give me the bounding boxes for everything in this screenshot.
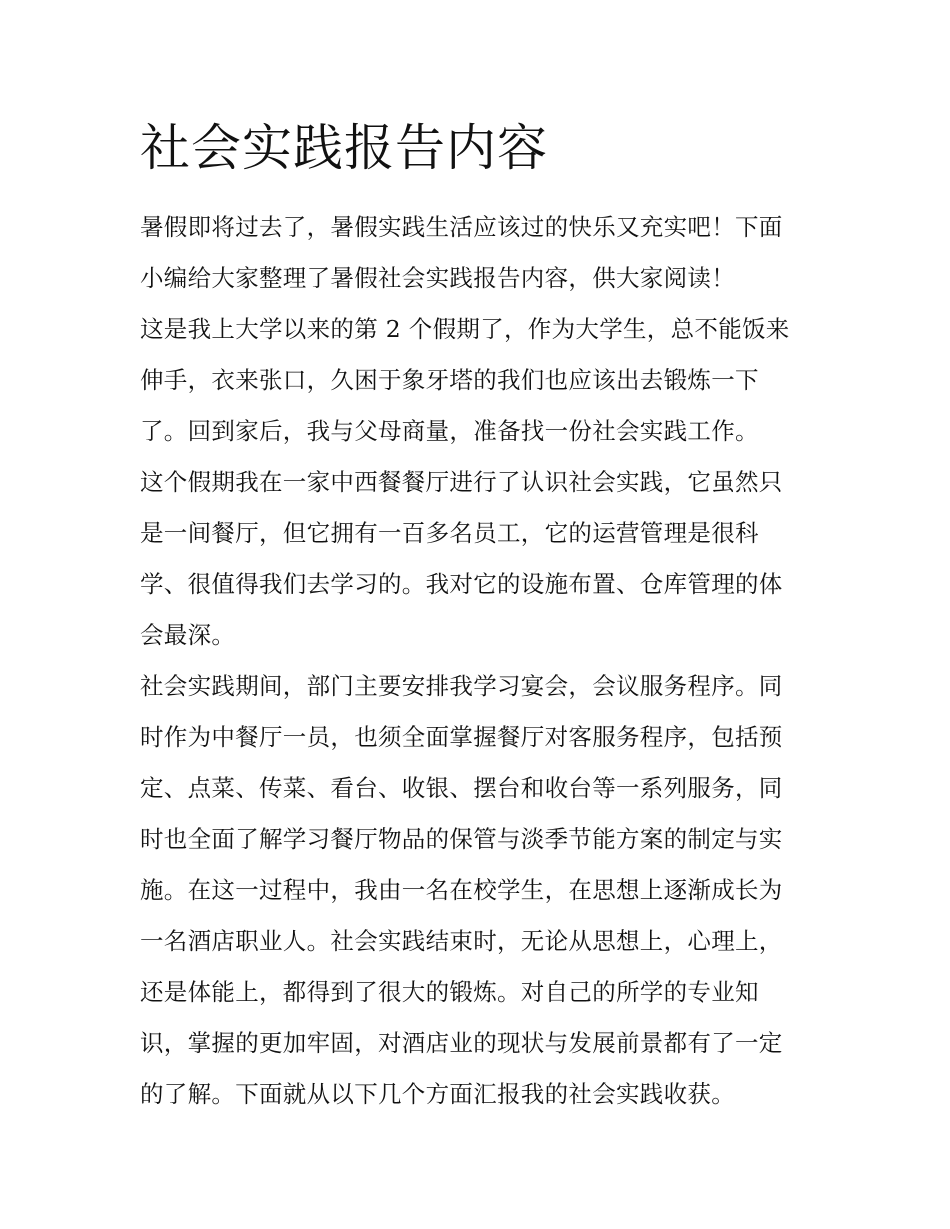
body-line-13: 时也全面了解学习餐厅物品的保管与淡季节能方案的制定与实 <box>140 825 783 853</box>
body-line-10: 社会实践期间，部门主要安排我学习宴会，会议服务程序。同 <box>140 672 783 700</box>
body-line-14: 施。在这一过程中，我由一名在校学生，在思想上逐渐成长为 <box>140 876 783 904</box>
body-line-5: 了。回到家后，我与父母商量，准备找一份社会实践工作。 <box>140 417 759 445</box>
body-line-8: 学、很值得我们去学习的。我对它的设施布置、仓库管理的体 <box>140 570 783 598</box>
body-line-4: 伸手，衣来张口，久困于象牙塔的我们也应该出去锻炼一下 <box>140 366 759 394</box>
body-line-18: 的了解。下面就从以下几个方面汇报我的社会实践收获。 <box>140 1080 735 1108</box>
body-line-2: 小编给大家整理了暑假社会实践报告内容，供大家阅读！ <box>140 264 735 292</box>
body-line-17: 识，掌握的更加牢固，对酒店业的现状与发展前景都有了一定 <box>140 1029 783 1057</box>
body-line-15: 一名酒店职业人。社会实践结束时，无论从思想上，心理上， <box>140 927 783 955</box>
body-line-3: 这是我上大学以来的第 2 个假期了，作为大学生，总不能饭来 <box>140 315 790 343</box>
body-line-7: 是一间餐厅，但它拥有一百多名员工，它的运营管理是很科 <box>140 519 759 547</box>
body-line-9: 会最深。 <box>140 621 236 649</box>
document-page <box>140 112 812 1120</box>
body-line-16: 还是体能上，都得到了很大的锻炼。对自己的所学的专业知 <box>140 978 759 1006</box>
body-line-11: 时作为中餐厅一员，也须全面掌握餐厅对客服务程序，包括预 <box>140 723 783 751</box>
document-body <box>140 202 812 1120</box>
body-line-6: 这个假期我在一家中西餐餐厅进行了认识社会实践，它虽然只 <box>140 468 783 496</box>
body-line-12: 定、点菜、传菜、看台、收银、摆台和收台等一系列服务，同 <box>140 774 783 802</box>
document-title: 社会实践报告内容 <box>140 119 548 177</box>
body-line-1: 暑假即将过去了，暑假实践生活应该过的快乐又充实吧！下面 <box>140 213 783 241</box>
